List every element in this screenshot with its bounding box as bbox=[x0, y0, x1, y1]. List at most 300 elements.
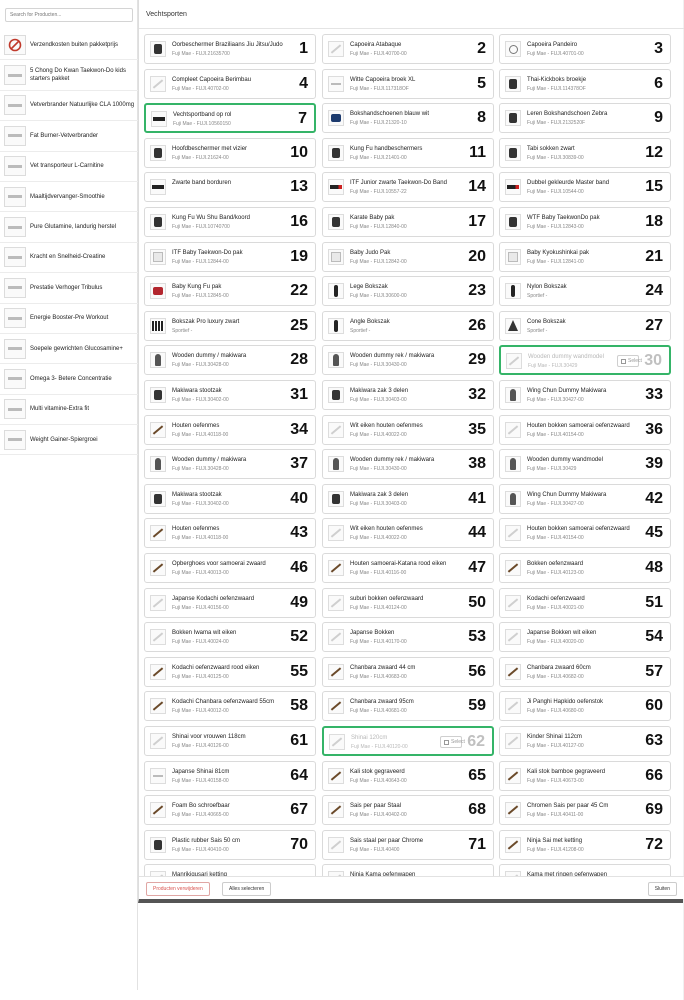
sidebar-item[interactable] bbox=[0, 30, 138, 60]
sidebar-item[interactable] bbox=[0, 182, 138, 212]
product-thumbnail-icon bbox=[328, 525, 344, 541]
product-name: Baby Kung Fu pak bbox=[172, 284, 222, 291]
sidebar-item[interactable] bbox=[0, 395, 138, 425]
product-sku: Sportief - bbox=[527, 327, 548, 334]
product-number: 64 bbox=[290, 766, 308, 784]
product-thumbnail-icon bbox=[505, 698, 521, 714]
product-thumbnail-icon bbox=[505, 768, 521, 784]
product-card[interactable] bbox=[499, 276, 671, 306]
product-number: 31 bbox=[290, 386, 308, 403]
product-thumbnail-icon bbox=[150, 560, 166, 576]
product-number: 67 bbox=[290, 801, 308, 819]
product-card[interactable] bbox=[322, 588, 494, 618]
product-sku: Fuji Mae - FUJI.30600-00 bbox=[350, 293, 407, 300]
product-number: 53 bbox=[468, 628, 486, 646]
product-card[interactable] bbox=[322, 242, 494, 272]
prohibited-icon bbox=[4, 35, 26, 55]
product-sku: Fuji Mae - FUJI.114378OF bbox=[527, 85, 586, 92]
product-card[interactable] bbox=[322, 415, 494, 445]
product-name: Japanse Shinai 81cm bbox=[172, 768, 230, 775]
product-name: Oorbeschermer Braziliaans Jiu Jitsu/Judo bbox=[172, 42, 283, 48]
product-card[interactable] bbox=[322, 380, 494, 410]
product-sku: Fuji Mae - FUJI.40123-00 bbox=[527, 570, 584, 576]
product-card[interactable] bbox=[322, 138, 494, 168]
product-name: Witte Capoeira broek XL bbox=[350, 76, 416, 83]
product-number: 28 bbox=[290, 351, 308, 369]
product-card[interactable] bbox=[499, 830, 671, 860]
product-name: Japanse Bokken bbox=[350, 630, 395, 637]
product-name: Zwarte band borduren bbox=[172, 180, 232, 187]
product-sku: Fuji Mae - FUJI.40118-00 bbox=[172, 535, 229, 542]
product-thumbnail-icon bbox=[505, 76, 521, 92]
product-sku: Fuji Mae - FUJI.30427-00 bbox=[527, 397, 584, 403]
product-sku: Fuji Mae - FUJI.30428-00 bbox=[172, 362, 229, 369]
product-number: 5 bbox=[477, 74, 486, 92]
product-number: 27 bbox=[645, 316, 663, 334]
product-thumbnail-icon bbox=[505, 387, 521, 403]
product-card[interactable] bbox=[322, 691, 494, 721]
sidebar-item-label: Vetverbrander Natuurlijke CLA 1000mg bbox=[30, 102, 135, 109]
product-thumbnail-icon bbox=[505, 456, 521, 472]
product-name: Wooden dummy / makiwara bbox=[172, 353, 247, 360]
product-card[interactable] bbox=[144, 415, 316, 445]
product-sku: Fuji Mae - FUJI.12845-00 bbox=[172, 293, 229, 300]
product-number: 58 bbox=[290, 697, 308, 715]
product-thumbnail-icon bbox=[150, 595, 166, 611]
product-thumbnail-icon bbox=[150, 283, 166, 299]
product-name: Kodachi oefenzwaard rood eiken bbox=[172, 664, 260, 671]
product-name: Wooden dummy rek / makiwara bbox=[350, 353, 435, 360]
product-thumbnail-icon bbox=[505, 179, 521, 195]
select-all-button[interactable]: Alles selecteren bbox=[222, 882, 271, 896]
product-thumbnail-icon bbox=[505, 145, 521, 161]
product-card[interactable] bbox=[499, 207, 671, 237]
product-name: Houten oefenmes bbox=[172, 526, 220, 533]
product-thumbnail-icon bbox=[150, 491, 166, 507]
sidebar-item[interactable] bbox=[0, 425, 138, 455]
product-thumbnail-icon bbox=[328, 698, 344, 714]
product-card[interactable] bbox=[144, 657, 316, 687]
product-name: Sais staal per paar Chrome bbox=[350, 837, 424, 844]
sidebar-item-label: Fat Burner-Vetverbrander bbox=[30, 132, 99, 139]
product-thumbnail-icon bbox=[4, 126, 26, 146]
product-number: 13 bbox=[290, 178, 308, 196]
product-sku: Sportief - bbox=[527, 293, 548, 300]
sidebar-item-label: Soepele gewrichten Glucosamine+ bbox=[30, 345, 123, 352]
product-sku: Fuji Mae - FUJI.30427-00 bbox=[527, 500, 584, 507]
product-name: ITF Baby Taekwon-Do pak bbox=[172, 249, 243, 256]
product-card[interactable] bbox=[499, 691, 671, 721]
product-name: Angle Bokszak bbox=[350, 318, 390, 325]
product-card[interactable] bbox=[144, 691, 316, 721]
sidebar-item-label: Prestatie Verhoger Tribulus bbox=[30, 284, 103, 291]
product-sku: Fuji Mae - FUJI.30430-00 bbox=[350, 466, 407, 473]
product-thumbnail-icon bbox=[505, 41, 521, 57]
sidebar-item[interactable] bbox=[0, 243, 138, 273]
product-thumbnail-icon bbox=[150, 249, 166, 265]
product-card[interactable] bbox=[144, 830, 316, 860]
product-thumbnail-icon bbox=[4, 308, 26, 328]
product-number: 36 bbox=[645, 420, 663, 438]
product-card[interactable] bbox=[144, 553, 316, 583]
product-number: 43 bbox=[290, 524, 308, 542]
product-card[interactable] bbox=[322, 657, 494, 687]
product-thumbnail-icon bbox=[150, 698, 166, 714]
product-name: Cone Bokszak bbox=[527, 318, 566, 325]
product-sku: Fuji Mae - FUJI.12842-00 bbox=[350, 258, 407, 265]
product-card[interactable] bbox=[144, 484, 316, 514]
product-card[interactable] bbox=[144, 276, 316, 306]
product-thumbnail-icon bbox=[328, 283, 344, 299]
product-name: Japanse Bokken wit eiken bbox=[527, 630, 597, 637]
product-sidebar bbox=[0, 0, 138, 990]
product-name: Bokszak Pro luxury zwart bbox=[172, 318, 240, 325]
product-sku: Fuji Mae - FUJI.30839-00 bbox=[527, 154, 584, 161]
product-card[interactable] bbox=[322, 34, 494, 64]
product-card[interactable] bbox=[499, 311, 671, 341]
product-name: Wooden dummy rek / makiwara bbox=[350, 457, 435, 464]
sidebar-item-label: Weight Gainer-Spiergroei bbox=[30, 436, 98, 443]
product-card[interactable] bbox=[144, 69, 316, 99]
product-thumbnail-icon bbox=[505, 249, 521, 265]
product-thumbnail-icon bbox=[150, 664, 166, 680]
search-input[interactable] bbox=[5, 8, 133, 22]
product-thumbnail-icon bbox=[150, 352, 166, 368]
product-name: ITF Junior zwarte Taekwon-Do Band bbox=[350, 180, 447, 187]
product-card[interactable] bbox=[322, 830, 494, 860]
product-thumbnail-icon bbox=[328, 76, 344, 92]
sidebar-item-label: Kracht en Snelheid-Creatine bbox=[30, 254, 106, 261]
product-card[interactable] bbox=[144, 761, 316, 791]
product-sku: Fuji Mae - FUJI.10560150 bbox=[173, 121, 231, 128]
product-card[interactable] bbox=[499, 726, 671, 756]
product-thumbnail-icon bbox=[4, 399, 26, 419]
product-thumbnail-icon bbox=[328, 456, 344, 472]
product-card[interactable] bbox=[499, 69, 671, 99]
sidebar-item[interactable] bbox=[0, 60, 138, 90]
product-sku: Fuji Mae - FUJI.40126-00 bbox=[172, 743, 229, 749]
product-thumbnail-icon bbox=[150, 802, 166, 818]
product-number: 16 bbox=[290, 213, 308, 230]
product-card[interactable] bbox=[499, 34, 671, 64]
product-thumbnail-icon bbox=[150, 733, 166, 749]
product-thumbnail-icon bbox=[505, 283, 521, 299]
product-thumbnail-icon bbox=[505, 837, 521, 853]
product-sku: Fuji Mae - FUJI.40643-00 bbox=[350, 777, 407, 784]
product-card[interactable] bbox=[322, 518, 494, 548]
product-card[interactable] bbox=[499, 484, 671, 514]
product-thumbnail-icon bbox=[328, 629, 344, 645]
product-thumbnail-icon bbox=[150, 145, 166, 161]
product-name: suburi bokken oefenzwaard bbox=[350, 595, 424, 602]
product-number: 48 bbox=[645, 559, 663, 576]
product-sku: Fuji Mae - FUJI.40021-00 bbox=[527, 604, 584, 611]
product-name: Wing Chun Dummy Makiwara bbox=[527, 491, 607, 498]
product-sku: Fuji Mae - FUJI.40702-00 bbox=[172, 85, 229, 92]
product-card[interactable] bbox=[499, 622, 671, 652]
product-sku: Fuji Mae - FUJI.40665-00 bbox=[172, 812, 229, 819]
product-card[interactable] bbox=[499, 380, 671, 410]
product-card[interactable] bbox=[322, 345, 494, 375]
product-sku: Fuji Mae - FUJI.40156-00 bbox=[172, 604, 229, 611]
product-name: Wing Chun Dummy Makiwara bbox=[527, 388, 607, 394]
product-thumbnail-icon bbox=[4, 430, 26, 450]
product-thumbnail-icon bbox=[151, 111, 167, 127]
product-card[interactable] bbox=[144, 449, 316, 479]
sidebar-item-label: Multi vitamine-Extra fit bbox=[30, 406, 90, 413]
product-number: 70 bbox=[290, 835, 308, 853]
product-name: Kung Fu Wu Shu Band/koord bbox=[172, 215, 250, 221]
product-sku: Fuji Mae - FUJI.30403-00 bbox=[350, 500, 407, 507]
product-name: Thai-Kickboks broekje bbox=[527, 76, 587, 83]
product-name: Chanbara zwaard 44 cm bbox=[350, 664, 416, 671]
sidebar-item[interactable] bbox=[0, 212, 138, 242]
product-card[interactable] bbox=[144, 380, 316, 410]
product-card[interactable] bbox=[144, 795, 316, 825]
product-card[interactable] bbox=[322, 484, 494, 514]
sidebar-item[interactable] bbox=[0, 364, 138, 394]
product-sku: Fuji Mae - FUJI.21401-00 bbox=[350, 154, 407, 161]
product-thumbnail-icon bbox=[150, 525, 166, 541]
product-card[interactable] bbox=[499, 138, 671, 168]
product-thumbnail-icon bbox=[4, 339, 26, 359]
product-thumbnail-icon bbox=[505, 629, 521, 645]
product-number: 47 bbox=[468, 559, 486, 576]
product-thumbnail-icon bbox=[328, 422, 344, 438]
product-sku: Fuji Mae - FUJI.40022-00 bbox=[350, 431, 407, 438]
product-name: Karate Baby pak bbox=[350, 215, 395, 221]
sidebar-item[interactable] bbox=[0, 152, 138, 182]
product-number: 66 bbox=[645, 766, 663, 784]
product-thumbnail-icon bbox=[150, 318, 166, 334]
product-thumbnail-icon bbox=[505, 595, 521, 611]
product-name: Nylon Bokszak bbox=[527, 284, 567, 291]
product-card[interactable] bbox=[499, 242, 671, 272]
product-name: Makiwara stootzak bbox=[172, 491, 222, 498]
product-thumbnail-icon bbox=[505, 422, 521, 438]
product-card[interactable] bbox=[322, 761, 494, 791]
product-card[interactable] bbox=[499, 588, 671, 618]
product-card[interactable] bbox=[499, 345, 671, 375]
product-sku: Fuji Mae - FUJI.40673-00 bbox=[527, 777, 584, 784]
remove-products-button[interactable]: Producten verwijderen bbox=[146, 882, 210, 896]
product-card[interactable] bbox=[144, 103, 316, 133]
product-number: 37 bbox=[290, 455, 308, 473]
product-name: Japanse Kodachi oefenzwaard bbox=[172, 595, 255, 602]
product-card[interactable] bbox=[144, 311, 316, 341]
product-number: 32 bbox=[468, 386, 486, 403]
product-sku: Fuji Mae - FUJI.40120-00 bbox=[351, 744, 408, 750]
product-card[interactable] bbox=[322, 311, 494, 341]
product-sku: Fuji Mae - FUJI.40158-00 bbox=[172, 777, 229, 784]
product-name: Vechtsportband op rol bbox=[173, 112, 232, 119]
product-number: 22 bbox=[290, 282, 308, 300]
sidebar-item-label: Energie Booster-Pre Workout bbox=[30, 315, 109, 322]
product-card[interactable] bbox=[322, 172, 494, 202]
product-card[interactable] bbox=[499, 415, 671, 445]
close-button[interactable]: Sluiten bbox=[648, 882, 677, 896]
product-card[interactable] bbox=[322, 103, 494, 133]
product-name: Tabi sokken zwart bbox=[527, 145, 575, 152]
product-thumbnail-icon bbox=[150, 768, 166, 784]
product-number: 1 bbox=[299, 40, 308, 57]
product-card[interactable] bbox=[322, 553, 494, 583]
product-card[interactable] bbox=[499, 172, 671, 202]
product-sku: Fuji Mae - FUJI.40680-00 bbox=[527, 708, 584, 715]
product-card[interactable] bbox=[322, 449, 494, 479]
product-sku: Fuji Mae - FUJI.40124-00 bbox=[350, 604, 407, 611]
product-card[interactable] bbox=[499, 553, 671, 583]
product-thumbnail-icon bbox=[505, 110, 521, 126]
product-card[interactable] bbox=[499, 449, 671, 479]
product-card[interactable] bbox=[322, 795, 494, 825]
sidebar-item-label: Omega 3- Betere Concentratie bbox=[30, 375, 112, 382]
product-card[interactable] bbox=[499, 103, 671, 133]
product-card[interactable] bbox=[144, 138, 316, 168]
product-sku: Fuji Mae - FUJI.30428-00 bbox=[172, 466, 229, 473]
product-sku: Sportief - bbox=[172, 327, 193, 334]
product-card[interactable] bbox=[144, 518, 316, 548]
product-card[interactable] bbox=[322, 276, 494, 306]
sidebar-item[interactable] bbox=[0, 121, 138, 151]
product-thumbnail-icon bbox=[328, 352, 344, 368]
product-number: 65 bbox=[468, 766, 486, 784]
product-card[interactable] bbox=[144, 172, 316, 202]
product-card[interactable] bbox=[322, 622, 494, 652]
product-number: 49 bbox=[290, 593, 308, 611]
product-thumbnail-icon bbox=[150, 422, 166, 438]
product-thumbnail-icon bbox=[505, 491, 521, 507]
product-number: 11 bbox=[469, 143, 486, 161]
product-card[interactable] bbox=[499, 761, 671, 791]
product-number: 59 bbox=[468, 697, 486, 715]
product-thumbnail-icon bbox=[150, 41, 166, 57]
select-checkbox[interactable] bbox=[440, 736, 465, 748]
product-sku: Fuji Mae - FUJI.12840-00 bbox=[350, 224, 407, 230]
product-sku: Fuji Mae - FUJI.117318OF bbox=[350, 85, 409, 92]
sidebar-item[interactable] bbox=[0, 273, 138, 303]
product-name: Kung Fu handbeschermers bbox=[350, 145, 423, 152]
product-number: 4 bbox=[299, 74, 308, 92]
product-name: Opberghoes voor samoerai zwaard bbox=[172, 561, 266, 567]
sidebar-item-label: 5 Chong Do Kwan Taekwon-Do kids starters pakket bbox=[30, 68, 126, 83]
product-name: Bokshandschoenen blauw wit bbox=[350, 111, 430, 118]
product-name: Houten samoerai-Katana rood eiken bbox=[350, 561, 447, 567]
product-card[interactable] bbox=[144, 34, 316, 64]
product-number: 34 bbox=[290, 420, 308, 438]
product-thumbnail-icon bbox=[328, 179, 344, 195]
product-thumbnail-icon bbox=[150, 214, 166, 230]
product-sku: Fuji Mae - FUJI.40012-00 bbox=[172, 708, 229, 715]
product-card[interactable] bbox=[144, 345, 316, 375]
product-number: 51 bbox=[645, 593, 663, 611]
product-thumbnail-icon bbox=[4, 95, 26, 115]
product-card[interactable] bbox=[144, 588, 316, 618]
product-card[interactable] bbox=[144, 622, 316, 652]
product-number: 9 bbox=[654, 109, 663, 127]
product-number: 62 bbox=[467, 733, 485, 750]
product-number: 26 bbox=[468, 316, 486, 334]
product-card[interactable] bbox=[499, 657, 671, 687]
product-name: Bokken Iwama wit eiken bbox=[172, 630, 237, 637]
product-thumbnail-icon bbox=[328, 491, 344, 507]
sidebar-item[interactable] bbox=[0, 91, 138, 121]
product-card[interactable] bbox=[322, 207, 494, 237]
product-sku: Fuji Mae - FUJI.30430-00 bbox=[350, 362, 407, 369]
product-thumbnail-icon bbox=[4, 65, 26, 85]
product-name: Makiwara stootzak bbox=[172, 388, 222, 394]
product-sku: Fuji Mae - FUJI.21320-10 bbox=[350, 120, 407, 127]
product-number: 60 bbox=[645, 697, 663, 715]
product-card[interactable] bbox=[499, 518, 671, 548]
product-card[interactable] bbox=[499, 795, 671, 825]
product-card[interactable] bbox=[322, 726, 494, 756]
product-name: Dubbel gekleurde Master band bbox=[527, 180, 610, 187]
category-modal bbox=[138, 0, 683, 903]
sidebar-item-label: Pure Glutamine, landurig herstel bbox=[30, 224, 117, 231]
product-name: Houten oefenmes bbox=[172, 422, 220, 429]
product-sku: Fuji Mae - FUJI.40682-00 bbox=[527, 673, 584, 680]
product-name: Compleet Capoeira Berimbau bbox=[172, 76, 252, 83]
product-sku: Fuji Mae - FUJI.40154-00 bbox=[527, 431, 584, 438]
product-name: Capoeira Pandeiro bbox=[527, 42, 578, 48]
product-number: 39 bbox=[645, 455, 663, 473]
product-thumbnail-icon bbox=[4, 187, 26, 207]
product-thumbnail-icon bbox=[4, 369, 26, 389]
product-number: 7 bbox=[298, 110, 307, 128]
product-sku: Fuji Mae - FUJI.40118-00 bbox=[172, 431, 229, 438]
product-number: 63 bbox=[645, 732, 663, 749]
product-name: Baby Judo Pak bbox=[350, 249, 391, 256]
sidebar-item[interactable] bbox=[0, 334, 138, 364]
product-sku: Fuji Mae - FUJI.40700-00 bbox=[350, 51, 407, 57]
product-number: 24 bbox=[645, 282, 663, 300]
product-sku: Fuji Mae - FUJI.40013-00 bbox=[172, 570, 229, 576]
product-number: 18 bbox=[645, 213, 663, 230]
sidebar-item-label: Vet transporteur L-Carnitine bbox=[30, 163, 104, 170]
product-number: 55 bbox=[290, 662, 308, 680]
product-name: Kodachi Chanbara oefenzwaard 55cm bbox=[172, 699, 275, 706]
product-thumbnail-icon bbox=[505, 318, 521, 334]
sidebar-product-list bbox=[0, 30, 138, 455]
select-checkbox[interactable] bbox=[617, 355, 642, 367]
product-card[interactable] bbox=[322, 69, 494, 99]
select-label: Select bbox=[451, 739, 465, 745]
product-name: Foam Bo schroefbaar bbox=[172, 803, 230, 810]
product-number: 15 bbox=[645, 178, 663, 196]
product-thumbnail-icon bbox=[328, 214, 344, 230]
product-number: 72 bbox=[645, 835, 663, 853]
product-number: 23 bbox=[468, 282, 486, 300]
product-card[interactable] bbox=[144, 207, 316, 237]
product-card[interactable] bbox=[144, 726, 316, 756]
product-thumbnail-icon bbox=[328, 318, 344, 334]
product-thumbnail-icon bbox=[4, 278, 26, 298]
product-number: 38 bbox=[468, 455, 486, 473]
product-thumbnail-icon bbox=[150, 629, 166, 645]
sidebar-item[interactable] bbox=[0, 304, 138, 334]
product-thumbnail-icon bbox=[328, 560, 344, 576]
product-number: 61 bbox=[290, 732, 308, 749]
product-card[interactable] bbox=[144, 242, 316, 272]
product-number: 40 bbox=[290, 489, 308, 507]
product-name: Makiwara zak 3 delen bbox=[350, 491, 409, 498]
product-sku: Fuji Mae - FUJI.2132520F bbox=[527, 120, 586, 127]
product-sku: Fuji Mae - FUJI.40410-00 bbox=[172, 846, 229, 853]
product-name: Kali stok bamboe gegraveerd bbox=[527, 768, 606, 775]
product-number: 35 bbox=[468, 420, 486, 438]
product-name: Baby Kyokushinkai pak bbox=[527, 249, 590, 256]
